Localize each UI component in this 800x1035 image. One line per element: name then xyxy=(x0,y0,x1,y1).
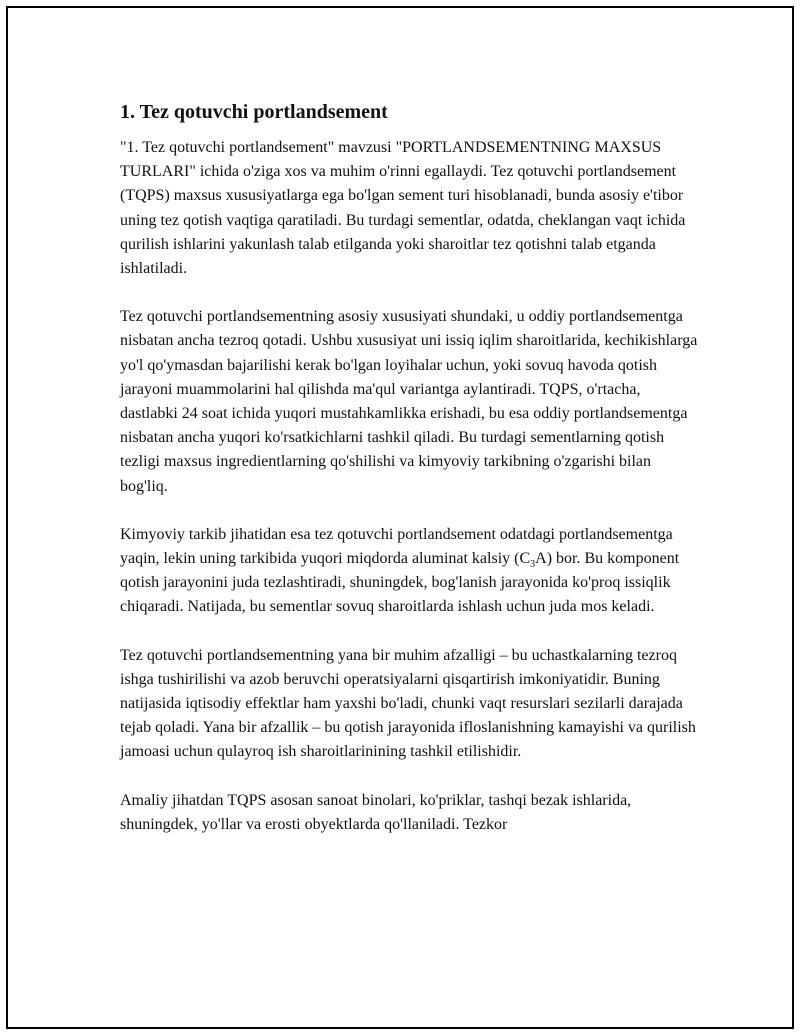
paragraph-3-text-after: A) bor. Bu komponent qotish jarayonini juda tezlashtiradi, shuningdek, bog'lanish jarayonida ko'proq issiqlik chiqaradi. Natijada, bu sementlar sovuq sharoitlarda ishlash uchun juda mos keladi. xyxy=(120,550,680,616)
paragraph-5: Amaliy jihatdan TQPS asosan sanoat binolari, ko'priklar, tashqi bezak ishlarida, shuningdek, yo'llar va erosti obyektlarda qo'llaniladi. Tezkor xyxy=(120,791,632,833)
document-body xyxy=(120,98,700,861)
paragraph-1: "1. Tez qotuvchi portlandsement" mavzusi "PORTLANDSEMENTNING MAXSUS TURLARI" ichida o'ziga xos va muhim o'rinni egallaydi. Tez qotuvchi portlandsement (TQPS) maxsus xususiyatlarga ega bo'lgan sement turi hisoblanadi, bunda asosiy e'tibor uning tez qotish vaqtiga qaratiladi. Bu turdagi sementlar, odatda, cheklangan vaqt ichida qurilish ishlarini yakunlash talab etilganda yoki sharoitlar tez qotishni talab etganda ishlatiladi. xyxy=(120,139,686,278)
paragraph-2: Tez qotuvchi portlandsementning asosiy xususiyati shundaki, u oddiy portlandsementga nisbatan ancha tezroq qotadi. Ushbu xususiyat uni issiq iqlim sharoitlarida, kechikishlarga yo'l qo'ymasdan bajarilishi kerak bo'lgan loyihalar uchun, yoki sovuq havoda qotish jarayoni muammolarini hal qilishda ma'qul variantga aylantiradi. TQPS, o'rtacha, dastlabki 24 soat ichida yuqori mustahkamlikka erishadi, bu esa oddiy portlandsementga nisbatan ancha yuqori ko'rsatkichlarni tashkil qiladi. Bu turdagi sementlarning qotish tezligi maxsus ingredientlarning qo'shilishi va kimyoviy tarkibning o'zgarishi bilan bog'liq. xyxy=(120,308,698,495)
paragraph-3-text-before: Kimyoviy tarkib jihatidan esa tez qotuvchi portlandsement odatdagi portlandsementga yaqin, lekin uning tarkibida yuqori miqdorda aluminat kalsiy (C xyxy=(120,525,673,568)
page-title: 1. Tez qotuvchi portlandsement xyxy=(120,101,388,123)
page-frame xyxy=(6,6,794,1029)
subscript-3: 3 xyxy=(530,559,536,571)
paragraph-3 xyxy=(120,523,700,620)
paragraph-4: Tez qotuvchi portlandsementning yana bir muhim afzalligi – bu uchastkalarning tezroq ishga tushirilishi va azob beruvchi operatsiyalarni qisqartirish imkoniyatidir. Buning natijasida iqtisodiy effektlar ham yaxshi bo'ladi, chunki vaqt resurslari sezilarli darajada tejab qoladi. Yana bir afzallik – bu qotish jarayonida ifloslanishning kamayishi va qurilish jamoasi uchun qulayroq ish sharoitlarinining tashkil etilishidir. xyxy=(120,646,696,761)
